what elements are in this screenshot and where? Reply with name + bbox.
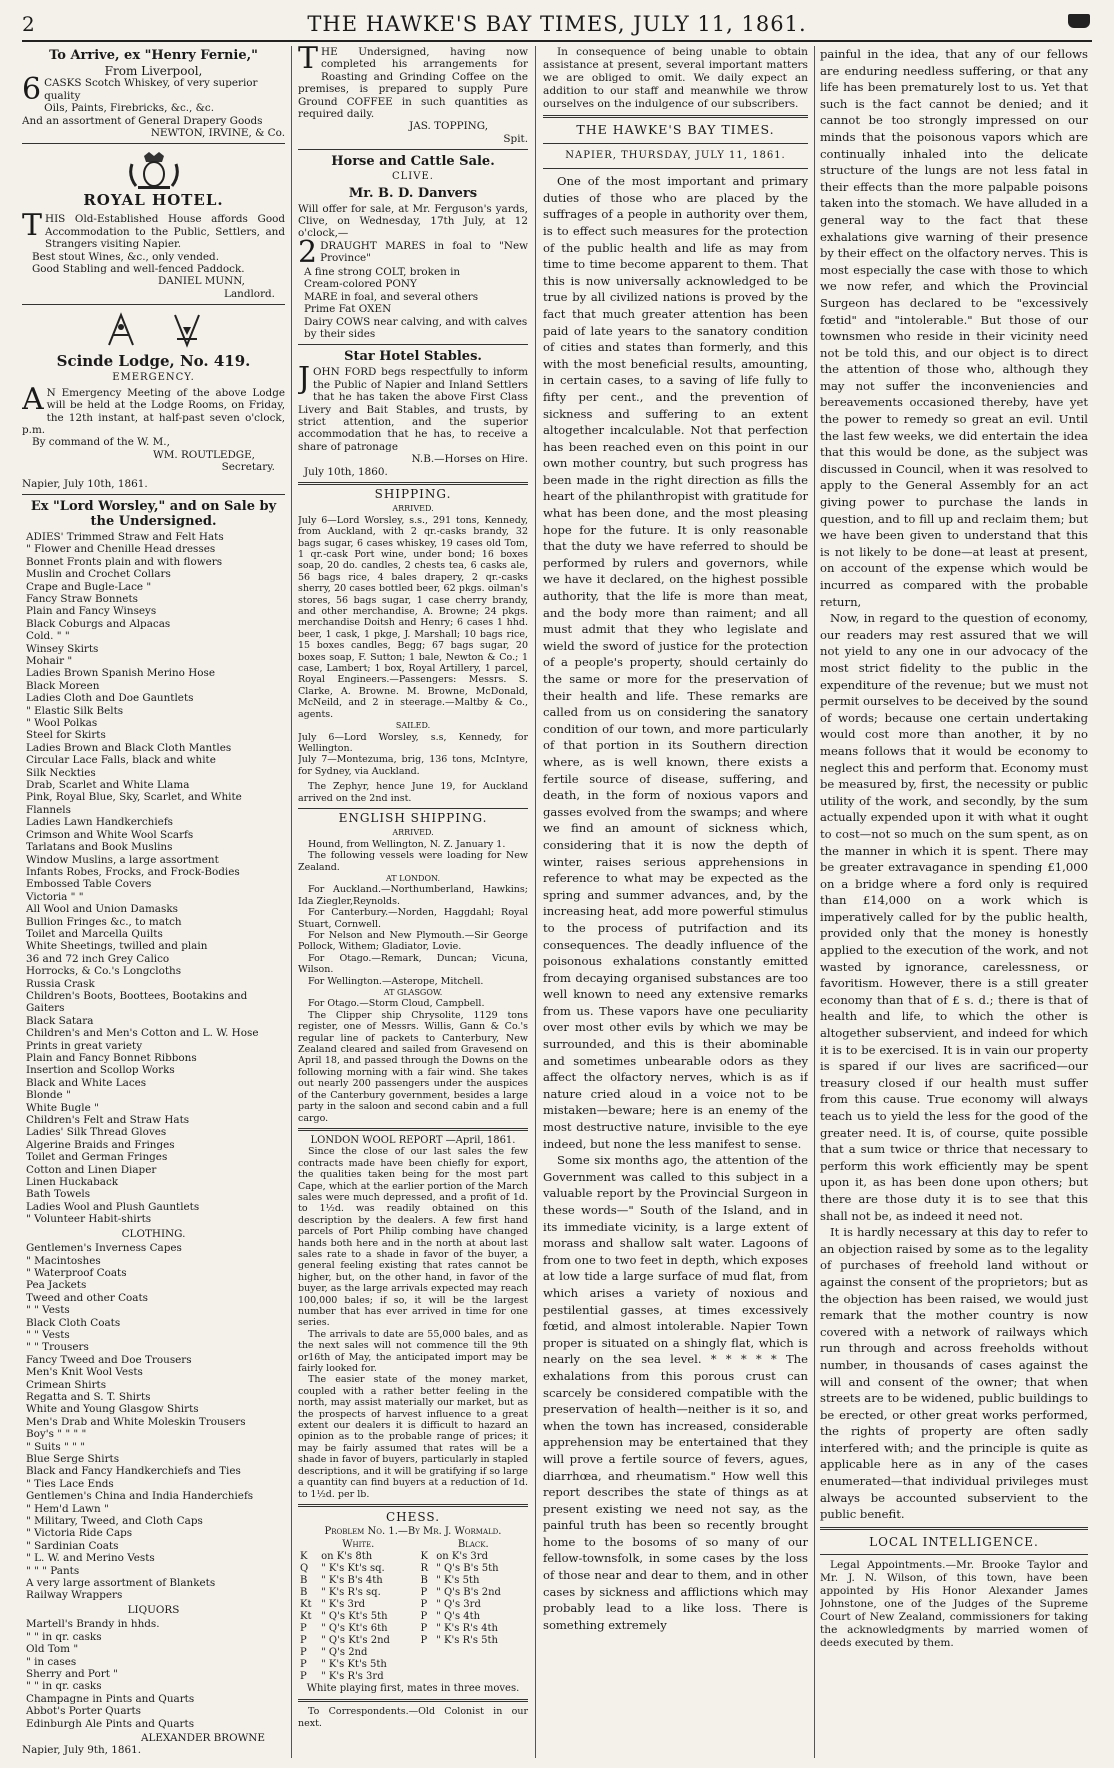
ad-text: HE Undersigned, having now completed his arrangements for Roasting and Grinding Coffee on the premises, is prepared to supply Pure Ground COFFEE in such quantities as required daily. <box>298 46 528 121</box>
list-item: " Wool Polkas <box>26 717 98 730</box>
ad-signature-title: Spit. <box>503 132 528 145</box>
section-heading: SHIPPING. <box>374 486 452 501</box>
list-item: " Waterproof Coats <box>26 1266 127 1279</box>
chess-cell: " K's 5th <box>436 1574 480 1586</box>
list-item: 36 and 72 inch Grey Calico <box>26 952 170 965</box>
list-item: Linen Huckaback <box>26 1176 119 1189</box>
local-news-item: Legal Appointments.—Mr. Brooke Taylor and Mr. J. N. Wilson, of this town, have been appointed by His Honor Alexander James Johnstone, one of the Judges of the Supreme Court of New Zealand, commissioners for taking the acknowledgments by married women of deeds executed by them. <box>820 1559 1088 1650</box>
subsection-heading: ARRIVED. <box>392 504 434 514</box>
chess-cell: " Q's 2nd <box>321 1646 368 1658</box>
chess-footer: White playing first, mates in three moves. <box>306 1682 520 1694</box>
chess-cell: " Q's 4th <box>436 1610 481 1622</box>
list-item: ADIES' Trimmed Straw and Felt Hats <box>26 530 224 543</box>
chess-cell: " K's R's 4th <box>436 1622 498 1634</box>
list-item: " " in qr. casks <box>26 1630 102 1643</box>
ad-date: July 10th, 1860. <box>304 465 388 478</box>
chess-column-header: Black. <box>457 1538 489 1550</box>
subsection-heading: SAILED. <box>395 721 431 731</box>
list-item: A very large assortment of Blankets <box>26 1577 216 1590</box>
chess-cell: P <box>300 1646 307 1658</box>
chess-cell: on K's 3rd <box>436 1550 488 1562</box>
list-item: Fancy Straw Bonnets <box>26 592 138 605</box>
chess-cell: P <box>420 1634 428 1646</box>
list-item: " " in qr. casks <box>26 1680 102 1693</box>
list-item: " in cases <box>26 1655 77 1668</box>
ad-signature: ALEXANDER BROWNE <box>141 1731 265 1744</box>
list-item: Insertion and Scollop Works <box>26 1064 175 1077</box>
editorial-dateline: NAPIER, THURSDAY, JULY 11, 1861. <box>565 149 786 161</box>
list-item: Silk Neckties <box>26 766 96 779</box>
shipping-text: The Zephyr, hence June 19, for Auckland arrived on the 2nd inst. <box>298 781 528 804</box>
list-item: " Military, Tweed, and Cloth Caps <box>26 1515 203 1528</box>
ad-signature-title: Landlord. <box>224 287 275 300</box>
ad-text: DRAUGHT MARES in foal to "New Province" <box>320 239 528 265</box>
list-item: Cotton and Linen Diaper <box>26 1163 157 1176</box>
shipping-text: Hound, from Wellington, N. Z. January 1. <box>308 838 506 850</box>
list-item: " Sardinian Coats <box>26 1539 119 1552</box>
ad-line: Cream-colored PONY <box>304 278 417 291</box>
list-item: Pink, Royal Blue, Sky, Scarlet, and White Flannels <box>26 791 242 816</box>
list-item: Gentlemen's China and India Handerchiefs <box>26 1490 254 1503</box>
list-item: Children's and Men's Cotton and L. W. Hose <box>26 1027 259 1040</box>
column-3 <box>543 46 808 1758</box>
shipping-text: For Otago.—Remark, Duncan; Vicuna, Wilson. <box>298 952 528 976</box>
chess-row <box>298 1563 528 1575</box>
ad-signature: WM. ROUTLEDGE, <box>153 448 255 461</box>
list-item: Bullion Fringes &c., to match <box>26 915 182 928</box>
ad-note: N.B.—Horses on Hire. <box>411 453 528 466</box>
list-item: Martell's Brandy in hhds. <box>26 1618 160 1631</box>
chess-cell: P <box>300 1658 307 1670</box>
ad-heading: Scinde Lodge, No. 419. <box>56 352 251 371</box>
chess-row <box>298 1575 528 1587</box>
masonic-emblem-icon <box>99 309 209 349</box>
list-item: Steel for Skirts <box>26 729 106 742</box>
shipping-text: July 6—Lord Worsley, s.s., 291 tons, Kennedy, from Auckland, with 2 qr.-casks brandy, 32 bags sugar, 6 cases whiskey, 19 cases old Tom, 1 qr.-cask Port wine, under bond; 16 boxes soap, 20 do. candles, 2 chests tea, 6 casks ale, 56 bags rice, 4 bales drapery, 2 qr.-casks sherry, 20 cases bottled beer, 62 pkgs. oilman's stores, 56 bags sugar, 1 case cherry brandy, and other merchandise, A. Browne; 24 pkgs. merchandise Doitsh and Henry; 6 cases 1 hhd. beer, 1 cask, 1 pkge, J. Marshall; 10 bags rice, 15 boxes candles, Begg; 67 bags sugar, 20 boxes soap, F. Sutton; 1 bale, Newton & Co.; 1 case, Lambert; 1 box, Royal Artillery, 1 parcel, Royal Engineers.—Passengers: Messrs. S. Clarke, A. Browne. M. Browne, McDonald, McNeild, and 2 in steerage.—Maltby & Co., agents. <box>298 514 528 720</box>
list-item: Boy's " " " " <box>26 1428 87 1441</box>
clothing-list <box>22 1242 285 1602</box>
ad-date: Napier, July 10th, 1861. <box>22 477 148 490</box>
list-item: " L. W. and Merino Vests <box>26 1552 155 1565</box>
chess-cell: B <box>300 1574 308 1586</box>
list-item: Old Tom " <box>26 1643 79 1656</box>
list-item: Tweed and other Coats <box>26 1291 148 1304</box>
dropcap: 6 <box>22 72 42 108</box>
list-item: Bath Towels <box>26 1188 91 1201</box>
chess-cell <box>419 1659 435 1671</box>
chess-row <box>298 1599 528 1611</box>
chess-cell: on K's 8th <box>321 1550 373 1562</box>
list-item: Plain and Fancy Winseys <box>26 605 157 618</box>
editorial-paragraph: Now, in regard to the question of economy, our readers may rest assured that we will not yield to any one in our advocacy of the most strict fidelity to the public in the expenditure of the revenue; but we must not permit ourselves to be deceived by the sound of words; because one certain undertaking would cost more than another, it by no means follows that it would be economy to neglect this and perform that. Economy must be measured by, first, the necessity or public utility of the work, and secondly, by the sum actually expended upon it with what it ought to cost—not so much on the sum spent, as on the manner in which it is spent. There may be greater extravagance in spending £1,000 on a bridge where a ford only is required than £14,000 on a work which is imperatively called for by the public health, provided only that the money is honestly applied to the execution of the work, and not wasted by ignorance, carelessness, or favoritism. However, there is a still greater economy than that of £ s. d.; there is that of health and life, to which the other is altogether subservient, and indeed for which it is to be exercised. It is in vain our property is spared if our lives are sacrificed—our treasury closed if our health must suffer from this cause. True economy will always teach us to yield the less for the good of the greater need. It is, of course, quite possible that a sum twice or thrice that necessary to perform this work efficiently may be spent upon it, as has been done upon others; but there are those duty it is to see that this shall not be, as indeed it need not. <box>820 611 1088 1223</box>
list-item: Sherry and Port " <box>26 1667 118 1680</box>
list-item: Abbot's Porter Quarts <box>26 1705 141 1718</box>
section-heading: CHESS. <box>385 1509 441 1524</box>
ad-text: Will offer for sale, at Mr. Ferguson's yards, Clive, on Wednesday, 17th July, at 12 o'clock,— <box>298 202 528 240</box>
column-rule <box>535 46 536 1758</box>
list-item: Railway Wrappers <box>26 1589 123 1602</box>
chess-cell: " Q's Kt's 5th <box>321 1610 388 1622</box>
column-1 <box>22 46 285 1758</box>
wool-report-section <box>298 1135 528 1500</box>
english-shipping-section <box>298 810 528 1124</box>
liquors-list <box>22 1618 285 1730</box>
ad-royal-hotel <box>22 150 285 300</box>
ad-text: N Emergency Meeting of the above Lodge will be held at the Lodge Rooms, on Friday, the 12th instant, at half-past seven o'clock, p.m. <box>22 386 285 436</box>
list-item: Edinburgh Ale Pints and Quarts <box>26 1717 195 1730</box>
chess-cell: " K's 3rd <box>321 1598 366 1610</box>
chess-cell: " Q's B's 5th <box>436 1562 499 1574</box>
list-item: Men's Knit Wool Vests <box>26 1366 143 1379</box>
shipping-text: July 6—Lord Worsley, s.s, Kennedy, for Wellington. <box>298 731 528 754</box>
ad-subheading: From Liverpool, <box>104 64 203 78</box>
chess-cell: B <box>420 1574 428 1586</box>
shipping-text: For Canterbury.—Norden, Haggdahl; Royal Stuart, Cornwell. <box>298 907 528 930</box>
chess-row <box>298 1659 528 1671</box>
dropcap: J <box>298 361 311 397</box>
list-item: " Macintoshes <box>26 1254 101 1267</box>
list-item: Tarlatans and Book Muslins <box>26 841 173 854</box>
list-item: Prints in great variety <box>26 1039 143 1052</box>
list-item: " " Vests <box>26 1304 70 1317</box>
subsection-heading: ARRIVED. <box>392 828 434 838</box>
list-item: Ladies Wool and Plush Gauntlets <box>26 1200 200 1213</box>
dropcap: 2 <box>298 234 318 270</box>
list-item: Infants Robes, Frocks, and Frock-Bodies <box>26 865 240 878</box>
chess-cell: R <box>420 1562 429 1574</box>
chess-cell: B <box>300 1586 308 1598</box>
list-item: Russia Crask <box>26 977 95 990</box>
shipping-text: The Clipper ship Chrysolite, 1129 tons register, one of Messrs. Willis, Gann & Co.'s regular line of packets to Canterbury, New Zealand cleared and sailed from Gravesend on April 18, and passed through the Downs on the following morning with a fair wind. She takes out nearly 200 passengers under the auspices of the Canterbury government, besides a large party in the saloon and second cabin and a full cargo. <box>298 1009 528 1124</box>
ad-line: Dairy COWS near calving, and with calves by their sides <box>304 315 528 340</box>
list-item: Toilet and Marcella Quilts <box>26 927 163 940</box>
chess-row <box>298 1551 528 1563</box>
section-heading: CLOTHING. <box>121 1227 186 1240</box>
chess-cell: " K's Kt's sq. <box>321 1562 385 1574</box>
list-item: " Suits " " " <box>26 1440 85 1453</box>
chess-cell: " Q's Kt's 2nd <box>321 1634 390 1646</box>
chess-row <box>298 1671 528 1683</box>
ad-heading: To Arrive, ex "Henry Fernie," <box>49 48 258 63</box>
ad-signature: DANIEL MUNN, <box>157 275 245 288</box>
list-item: " Flower and Chenille Head dresses <box>26 543 216 556</box>
chess-cell: P <box>420 1586 428 1598</box>
chess-row <box>298 1587 528 1599</box>
ad-heading: Horse and Cattle Sale. <box>331 154 495 170</box>
list-item: Plain and Fancy Bonnet Ribbons <box>26 1052 197 1064</box>
article-paragraph: The arrivals to date are 55,000 bales, and as the next sales will not commence till the 9th or16th of May, the anticipated import may be fairly looked for. <box>298 1328 528 1375</box>
chess-cell: " K's R's 3rd <box>321 1670 384 1682</box>
chess-cell: P <box>420 1598 428 1610</box>
list-item: " " " Pants <box>26 1564 80 1577</box>
ad-subheading: EMERGENCY. <box>112 372 195 384</box>
list-item: Crimson and White Wool Scarfs <box>26 828 194 841</box>
list-item: Cold. " " <box>26 630 70 643</box>
ad-line: Prime Fat OXEN <box>304 303 392 316</box>
chess-row <box>298 1635 528 1647</box>
list-item: Algerine Braids and Fringes <box>26 1138 175 1151</box>
chess-section <box>298 1511 528 1695</box>
list-item: " Ties Lace Ends <box>26 1477 114 1490</box>
list-item: Crape and Bugle-Lace " <box>26 580 152 593</box>
article-paragraph: The easier state of the money market, coupled with a rather better feeling in the north, may assist materially our market, but as the prospects of harvest influence to a great extent our dealers it is difficult to hazard an opinion as to the probable range of prices; it may be fairly assumed that rates will be a shade in favor of buyers, particularly in stapled descriptions, and it will be gratifying if so large a quantity can find buyers at a reduction of 1d. to 1½d. per lb. <box>298 1374 528 1500</box>
dropcap: T <box>22 208 43 244</box>
column-rule <box>291 46 292 1758</box>
chess-cell: Kt <box>300 1598 312 1610</box>
ad-heading: ROYAL HOTEL. <box>83 191 224 210</box>
ad-text: HIS Old-Established House affords Good Accommodation to the Public, Settlers, and Strangers visiting Napier. <box>45 213 285 251</box>
ad-line: Best stout Wines, &c., only vended. <box>32 250 220 263</box>
ad-signature-title: Secretary. <box>221 461 275 474</box>
shipping-text: For Otago.—Storm Cloud, Campbell. <box>308 998 485 1010</box>
chess-row <box>298 1611 528 1623</box>
list-item: Muslin and Crochet Collars <box>26 568 171 581</box>
list-item: Black and White Laces <box>26 1076 147 1089</box>
editorial-paragraph: Some six months ago, the attention of the Government was called to this subject in a valuable report by the Provincial Surgeon in these words—" South of the Island, and in its immediate vicinity, is a large extent of morass and shallow salt water. Lagoons of from one to two feet in depth, which exposes at low tide a large surface of mud flat, from which arises a variety of noxious and pestilential gasses, at times excessively fœtid, and almost intolerable. Napier Town proper is situated on a shingly flat, which is nearly on the sea level. * * * * * The exhalations from this porous crust can scarcely be considered compatible with the preservation of health—neither is it so, and when the town has increased, considerable apprehension may be entertained that they will prove a fertile source of fevers, agues, diarrhœa, and rheumatism." How well this report describes the state of things as at present existing we need not say, as the painful truth has been so recently brought home to the bosoms of so many of our fellow-townsfolk, in some cases by the loss of those near and dear to them, and in other cases by sickness and afflictions which may probably lead to a like loss. There is something extremely <box>543 1153 808 1632</box>
section-heading: ENGLISH SHIPPING. <box>338 810 488 825</box>
list-item: Gentlemen's Inverness Capes <box>26 1242 182 1255</box>
chess-cell <box>434 1659 528 1671</box>
shipping-text: The following vessels were loading for New Zealand. <box>298 850 528 873</box>
column-2 <box>298 46 528 1758</box>
chess-cell: P <box>420 1622 428 1634</box>
ad-heading: Ex "Lord Worsley," and on Sale by the Undersigned. <box>30 498 277 529</box>
ad-signature: NEWTON, IRVINE, & Co. <box>150 127 285 140</box>
ad-coffee <box>298 46 528 145</box>
chess-cell: " K's Kt's 5th <box>321 1658 387 1670</box>
list-item: Window Muslins, a large assortment <box>26 853 219 866</box>
list-item: Black Cloth Coats <box>26 1316 121 1329</box>
auctioneer-name: Mr. B. D. Danvers <box>348 185 478 201</box>
chess-cell: P <box>420 1610 428 1622</box>
correspondents-note: To Correspondents.—Old Colonist in our next. <box>298 1706 528 1729</box>
list-item: White and Young Glasgow Shirts <box>26 1403 199 1416</box>
section-heading: LOCAL INTELLIGENCE. <box>869 1534 1039 1549</box>
list-item: " Volunteer Habit-shirts <box>26 1213 152 1226</box>
chess-cell: " Q's B's 2nd <box>436 1586 501 1598</box>
editorial-paragraph: One of the most important and primary duties of those who are placed by the suffrages of a people in authority over them, is to effect such measures for the protection of the public health and life as may from time to time become apparent to them. That this is now universally acknowledged to be true by all civilized nations is proved by the fact that much greater attention has been paid of late years to the sanatory condition of cities and states than formerly, and this with the most beneficial results, amounting, in certain cases, to a saving of life fully to fifty per cent., and the prevention of sickness and suffering to an extent altogether incalculable. Not that perfection has been reached even on this point in our own mother country, but such progress has been made in the right direction as fills the heart of the philanthropist with gratitude for what has been done, and the most pleasing hope for the future. It is only reasonable that the duty we have referred to should be performed by rulers and governors, while we have it declared, on the highest possible authority, that the life is more than meat, and the body more than raiment; and all must admit that they who legislate and wield the sword of justice for the protection of a people's property, should certainly do the same or more for the preservation of their health and life. These remarks are called from us on considering the sanatory condition of our town, and more particularly of that portion in its Southern direction where, as is well known, there exists a fertile source of disease, suffering, and death, in the form of noxious vapors and gasses evolved from the swamps; and where we find an amount of sickness which, considering that it is now the depth of winter, raises serious apprehensions in reference to what may be expected as the spring and summer advances, and, by the increasing heat, add more powerful stimulus to the process of putrifaction and its consequences. The deadly influence of the poisonous exhalations constantly emitted from decaying organised substances are too well known to need any extensive remarks from us. These vapors have one peculiarity over most other evils by which we may be surrounded, and this is their abominable and sometimes unbearable odors as they affect the olfactory nerves, which is as if nature cried aloud in a voice not to be mistaken—beware; here is an enemy of the most destructive nature, invisible to the eye indeed, but none the less manifest to sense. <box>543 174 808 1151</box>
dropcap: T <box>298 46 319 76</box>
ad-signature: JAS. TOPPING, <box>409 120 488 133</box>
corner-mark-icon <box>1068 14 1090 28</box>
chess-cell <box>419 1647 435 1659</box>
ad-text: OHN FORD begs respectfully to inform the Public of Napier and Inland Settlers that he has taken the above First Class Livery and Bait Stables, and trusts, by strict attention, and the superior accommodation that he has, to receive a share of patronage <box>298 366 528 453</box>
list-item: All Wool and Union Damasks <box>26 903 178 916</box>
list-item: Ladies Lawn Handkerchiefs <box>26 816 174 829</box>
ad-line: By command of the W. M., <box>32 436 170 449</box>
ad-scinde-lodge <box>22 309 285 490</box>
drapery-list <box>22 531 285 1226</box>
editorial-intro: In consequence of being unable to obtain assistance at present, several important matters we are obliged to omit. We daily expect an addition to our staff and meanwhile we throw ourselves on the indulgence of our subscribers. <box>543 46 808 110</box>
newspaper-title: THE HAWKE'S BAY TIMES, JULY 11, 1861. <box>307 12 807 36</box>
chess-cell: Q <box>300 1562 309 1574</box>
royal-crest-icon <box>124 150 184 190</box>
chess-cell: P <box>300 1670 307 1682</box>
section-heading: LONDON WOOL REPORT —April, 1861. <box>310 1134 516 1146</box>
list-item: " " Vests <box>26 1328 70 1341</box>
chess-column-header: White. <box>342 1538 375 1550</box>
list-item: Men's Drab and White Moleskin Trousers <box>26 1415 246 1428</box>
chess-cell <box>419 1671 435 1683</box>
list-item: Champagne in Pints and Quarts <box>26 1692 195 1705</box>
shipping-section <box>298 486 528 804</box>
ad-horse-cattle-sale <box>298 154 528 340</box>
chess-cell: P <box>300 1622 307 1634</box>
list-item: " Elastic Silk Belts <box>26 704 124 717</box>
list-item: Horrocks, & Co.'s Longcloths <box>26 965 182 978</box>
dropcap: A <box>22 381 44 417</box>
list-item: Drab, Scarlet and White Llama <box>26 779 190 792</box>
list-item: White Bugle " <box>26 1101 99 1114</box>
shipping-text: For Nelson and New Plymouth.—Sir George Pollock, Withem; Gladiator, Lovie. <box>298 930 528 953</box>
list-item: Blonde " <box>26 1089 71 1102</box>
list-item: White Sheetings, twilled and plain <box>26 940 208 953</box>
list-item: " Hem'd Lawn " <box>26 1502 109 1515</box>
list-item: Winsey Skirts <box>26 642 99 655</box>
chess-cell <box>434 1647 528 1659</box>
column-rule <box>814 46 815 1758</box>
chess-cell: K <box>300 1550 308 1562</box>
list-item: Children's Boots, Boottees, Bootakins and Gaiters <box>26 989 248 1015</box>
chess-cell: " Q's 3rd <box>436 1598 481 1610</box>
ad-henry-fernie <box>22 48 285 139</box>
editorial-paragraph: painful in the idea, that any of our fellows are enduring needless suffering, or that any life has been prematurely lost to us. Yet that such is the fact cannot be denied; and it cannot be too strongly impressed on our minds that the poisonous vapors which are continually inhaled into the delicate structure of the lungs are not less fatal in their effects than the more palpable poisons taken into the stomach. We have alluded in a general way to the fact that these exhalations give warning of their presence by their effect on the olfactory nerves. This is most especially the case with those to which we now refer, and which the Provincial Surgeon has declared to be "excessively fœtid" and "intolerable." But those of our townsmen who reside in their vicinity need not be told this, and our object is to direct the attention of those who, although they may not suffer the inconveniencies and bereavements occasioned thereby, have yet the power to remedy so great an evil. Until the last few weeks, we did entertain the idea that this would be done, as the subject was discussed in Council, when it was resolved to apply to the General Assembly for an act giving power to purchase the lands in question, and to fill up and reclaim them; but we have been given to understand that this is not likely to be done—at least at present, on account of the expense which would be incurred as compared with the probable return, <box>820 47 1088 609</box>
list-item: Pea Jackets <box>26 1279 87 1292</box>
ad-line: And an assortment of General Drapery Goods <box>22 114 263 127</box>
list-item: Toilet and German Fringes <box>26 1151 168 1164</box>
chess-row <box>298 1647 528 1659</box>
chess-cell: " K's B's 4th <box>321 1574 383 1586</box>
ad-line: Good Stabling and well-fenced Paddock. <box>32 263 245 276</box>
masthead <box>22 10 1092 42</box>
chess-table <box>298 1539 528 1683</box>
list-item: Blue Serge Shirts <box>26 1453 120 1465</box>
list-item: Crimean Shirts <box>26 1378 107 1391</box>
ad-line: Oils, Paints, Firebricks, &c., &c. <box>44 102 215 115</box>
ad-lord-worsley <box>22 499 285 1757</box>
list-item: Ladies' Silk Thread Gloves <box>26 1126 167 1139</box>
list-item: Children's Felt and Straw Hats <box>26 1114 190 1127</box>
subsection-heading: AT GLASGOW. <box>383 988 443 998</box>
list-item: Ladies Brown Spanish Merino Hose <box>26 667 216 680</box>
chess-cell: P <box>300 1634 307 1646</box>
list-item: Black Moreen <box>26 679 100 692</box>
chess-row <box>298 1623 528 1635</box>
column-4 <box>820 46 1088 1758</box>
list-item: Victoria " " <box>26 890 84 903</box>
ad-star-hotel <box>298 349 528 478</box>
chess-cell <box>434 1671 528 1683</box>
article-paragraph: Since the close of our last sales the few contracts made have been chiefly for export, the qualities taken being for the most part Cape, which at the earlier portion of the March sales were much depressed, and a profit of 1d. to 1½d. was readily obtained on this description by the dealers. A few first hand parcels of Port Philip combing have changed hands both here and in the north at about last sales rate to a shade in favor of the buyer, a general feeling existing that rates cannot be higher, but, on the other hand, in favor of the buyer, as the large arrivals expected may reach 100,000 bales; if so, it will be the largest number that has ever arrived in time for one series. <box>298 1146 528 1329</box>
list-item: Black and Fancy Handkerchiefs and Ties <box>26 1465 241 1478</box>
ad-date: Napier, July 9th, 1861. <box>22 1744 142 1757</box>
ad-line: A fine strong COLT, broken in <box>304 265 461 278</box>
section-heading: LIQUORS <box>127 1603 180 1616</box>
chess-cell: " Q's Kt's 6th <box>321 1622 388 1634</box>
chess-cell: Kt <box>300 1610 312 1622</box>
list-item: Bonnet Fronts plain and with flowers <box>26 555 223 568</box>
list-item: Ladies Brown and Black Cloth Mantles <box>26 741 232 754</box>
list-item: " Victoria Ride Caps <box>26 1527 133 1540</box>
editorial-paragraph: It is hardly necessary at this day to refer to an objection raised by some as to the legality of purchases of freehold land without or against the consent of the proprietors; but as the objection has been raised, we would just remark that the mother country is now covered with a network of railways which run through and across freeholds without number, in thousands of cases against the will and consent of the owner; that when streets are to be widened, public buildings to be erected, or other great works performed, the rights of property are often sadly interfered with; and the principle is quite as applicable here as in any of the cases enumerated—that individual privileges must always be accounted subservient to the public benefit. <box>820 1225 1088 1522</box>
ad-heading: Star Hotel Stables. <box>344 349 482 365</box>
chess-cell: K <box>420 1550 429 1562</box>
chess-cell: " K's R's sq. <box>321 1586 381 1598</box>
list-item: " " Trousers <box>26 1341 89 1354</box>
list-item: Fancy Tweed and Doe Trousers <box>26 1353 192 1366</box>
ad-line: MARE in foal, and several others <box>304 290 479 303</box>
subsection-heading: AT LONDON. <box>385 873 441 883</box>
editorial-banner: THE HAWKE'S BAY TIMES. <box>576 122 775 137</box>
list-item: Mohair " <box>26 655 73 667</box>
list-item: Ladies Cloth and Doe Gauntlets <box>26 692 194 705</box>
list-item: Embossed Table Covers <box>26 878 152 891</box>
list-item: Black Coburgs and Alpacas <box>26 617 171 630</box>
ad-subheading: CLIVE. <box>392 171 434 183</box>
list-item: Regatta and S. T. Shirts <box>26 1390 151 1403</box>
page-number: 2 <box>22 12 35 36</box>
shipping-text: July 7—Montezuma, brig, 136 tons, McIntyre, for Sydney, via Auckland. <box>298 754 528 777</box>
shipping-text: For Auckland.—Northumberland, Hawkins; Ida Ziegler,Reynolds. <box>298 884 528 907</box>
shipping-text: For Wellington.—Asterope, Mitchell. <box>308 975 484 987</box>
list-item: Black Satara <box>26 1014 94 1027</box>
chess-cell: " K's R's 5th <box>436 1634 498 1646</box>
chess-problem-title: Problem No. 1.—By Mr. J. Wormald. <box>324 1526 502 1538</box>
list-item: Circular Lace Falls, black and white <box>26 754 216 767</box>
ad-line: CASKS Scotch Whiskey, of very superior quality <box>44 77 258 102</box>
